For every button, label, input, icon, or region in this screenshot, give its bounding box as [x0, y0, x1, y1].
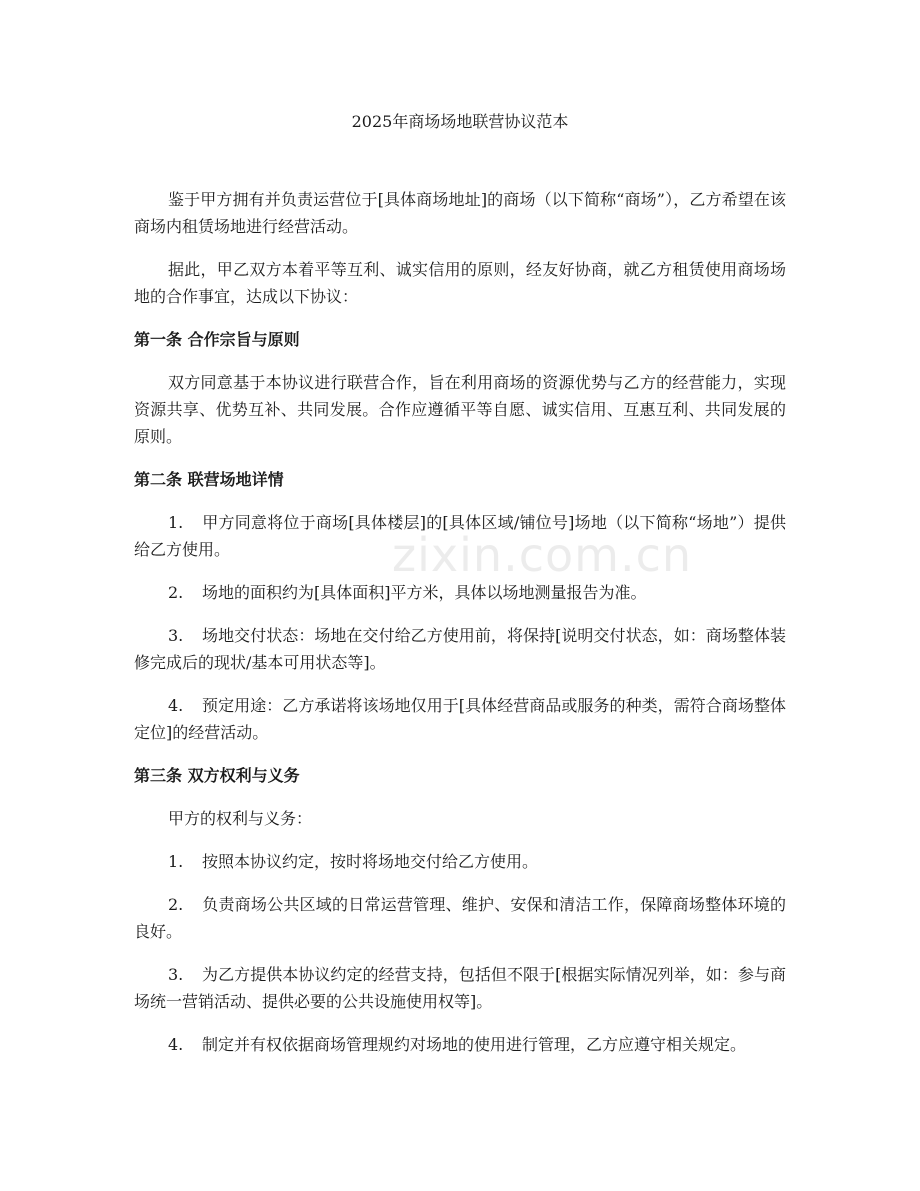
item-text: 为乙方提供本协议约定的经营支持，包括但不限于[根据实际情况列举，如：参与商场统一营销活动、提供必要的公共设施使用权等]。 — [134, 965, 786, 1011]
document-title: 2025年商场场地联营协议范本 — [351, 112, 569, 131]
article-2-item — [134, 509, 786, 563]
article-2-item — [134, 579, 786, 606]
article-3-heading: 第三条 双方权利与义务 — [134, 766, 300, 785]
article-3-item — [134, 1031, 786, 1058]
party-a-label: 甲方的权利与义务： — [168, 809, 313, 828]
item-number: 2. — [168, 583, 184, 602]
intro-paragraph-1: 鉴于甲方拥有并负责运营位于[具体商场地址]的商场（以下简称“商场”），乙方希望在该商场内租赁场地进行经营活动。 — [134, 190, 786, 236]
document-body — [134, 186, 786, 1074]
article-1-heading: 第一条 合作宗旨与原则 — [134, 330, 300, 349]
item-number: 1. — [168, 513, 184, 532]
article-2-item — [134, 622, 786, 676]
item-text: 场地的面积约为[具体面积]平方米，具体以场地测量报告为准。 — [202, 583, 647, 602]
item-text: 负责商场公共区域的日常运营管理、维护、安保和清洁工作，保障商场整体环境的良好。 — [134, 895, 786, 941]
item-text: 制定并有权依据商场管理规约对场地的使用进行管理，乙方应遵守相关规定。 — [202, 1035, 747, 1054]
watermark-text: zixin.com.cn — [392, 528, 693, 582]
article-2-heading: 第二条 联营场地详情 — [134, 470, 284, 489]
item-number: 4. — [168, 1035, 184, 1054]
item-number: 3. — [168, 626, 184, 645]
item-number: 4. — [168, 696, 184, 715]
item-text: 甲方同意将位于商场[具体楼层]的[具体区域/铺位号]场地（以下简称“场地”）提供给乙方使用。 — [134, 513, 786, 559]
article-3-item — [134, 961, 786, 1015]
item-number: 1. — [168, 852, 184, 871]
item-text: 场地交付状态：场地在交付给乙方使用前，将保持[说明交付状态，如：商场整体装修完成后的现状/基本可用状态等]。 — [134, 626, 786, 672]
item-number: 3. — [168, 965, 184, 984]
item-text: 预定用途：乙方承诺将该场地仅用于[具体经营商品或服务的种类，需符合商场整体定位]的经营活动。 — [134, 696, 786, 742]
item-number: 2. — [168, 895, 184, 914]
article-3-item — [134, 848, 786, 875]
intro-paragraph-2: 据此，甲乙双方本着平等互利、诚实信用的原则，经友好协商，就乙方租赁使用商场场地的合作事宜，达成以下协议： — [134, 260, 786, 306]
article-1-text: 双方同意基于本协议进行联营合作，旨在利用商场的资源优势与乙方的经营能力，实现资源共享、优势互补、共同发展。合作应遵循平等自愿、诚实信用、互惠互利、共同发展的原则。 — [134, 373, 786, 446]
article-2-item — [134, 692, 786, 746]
article-3-item — [134, 891, 786, 945]
item-text: 按照本协议约定，按时将场地交付给乙方使用。 — [202, 852, 539, 871]
